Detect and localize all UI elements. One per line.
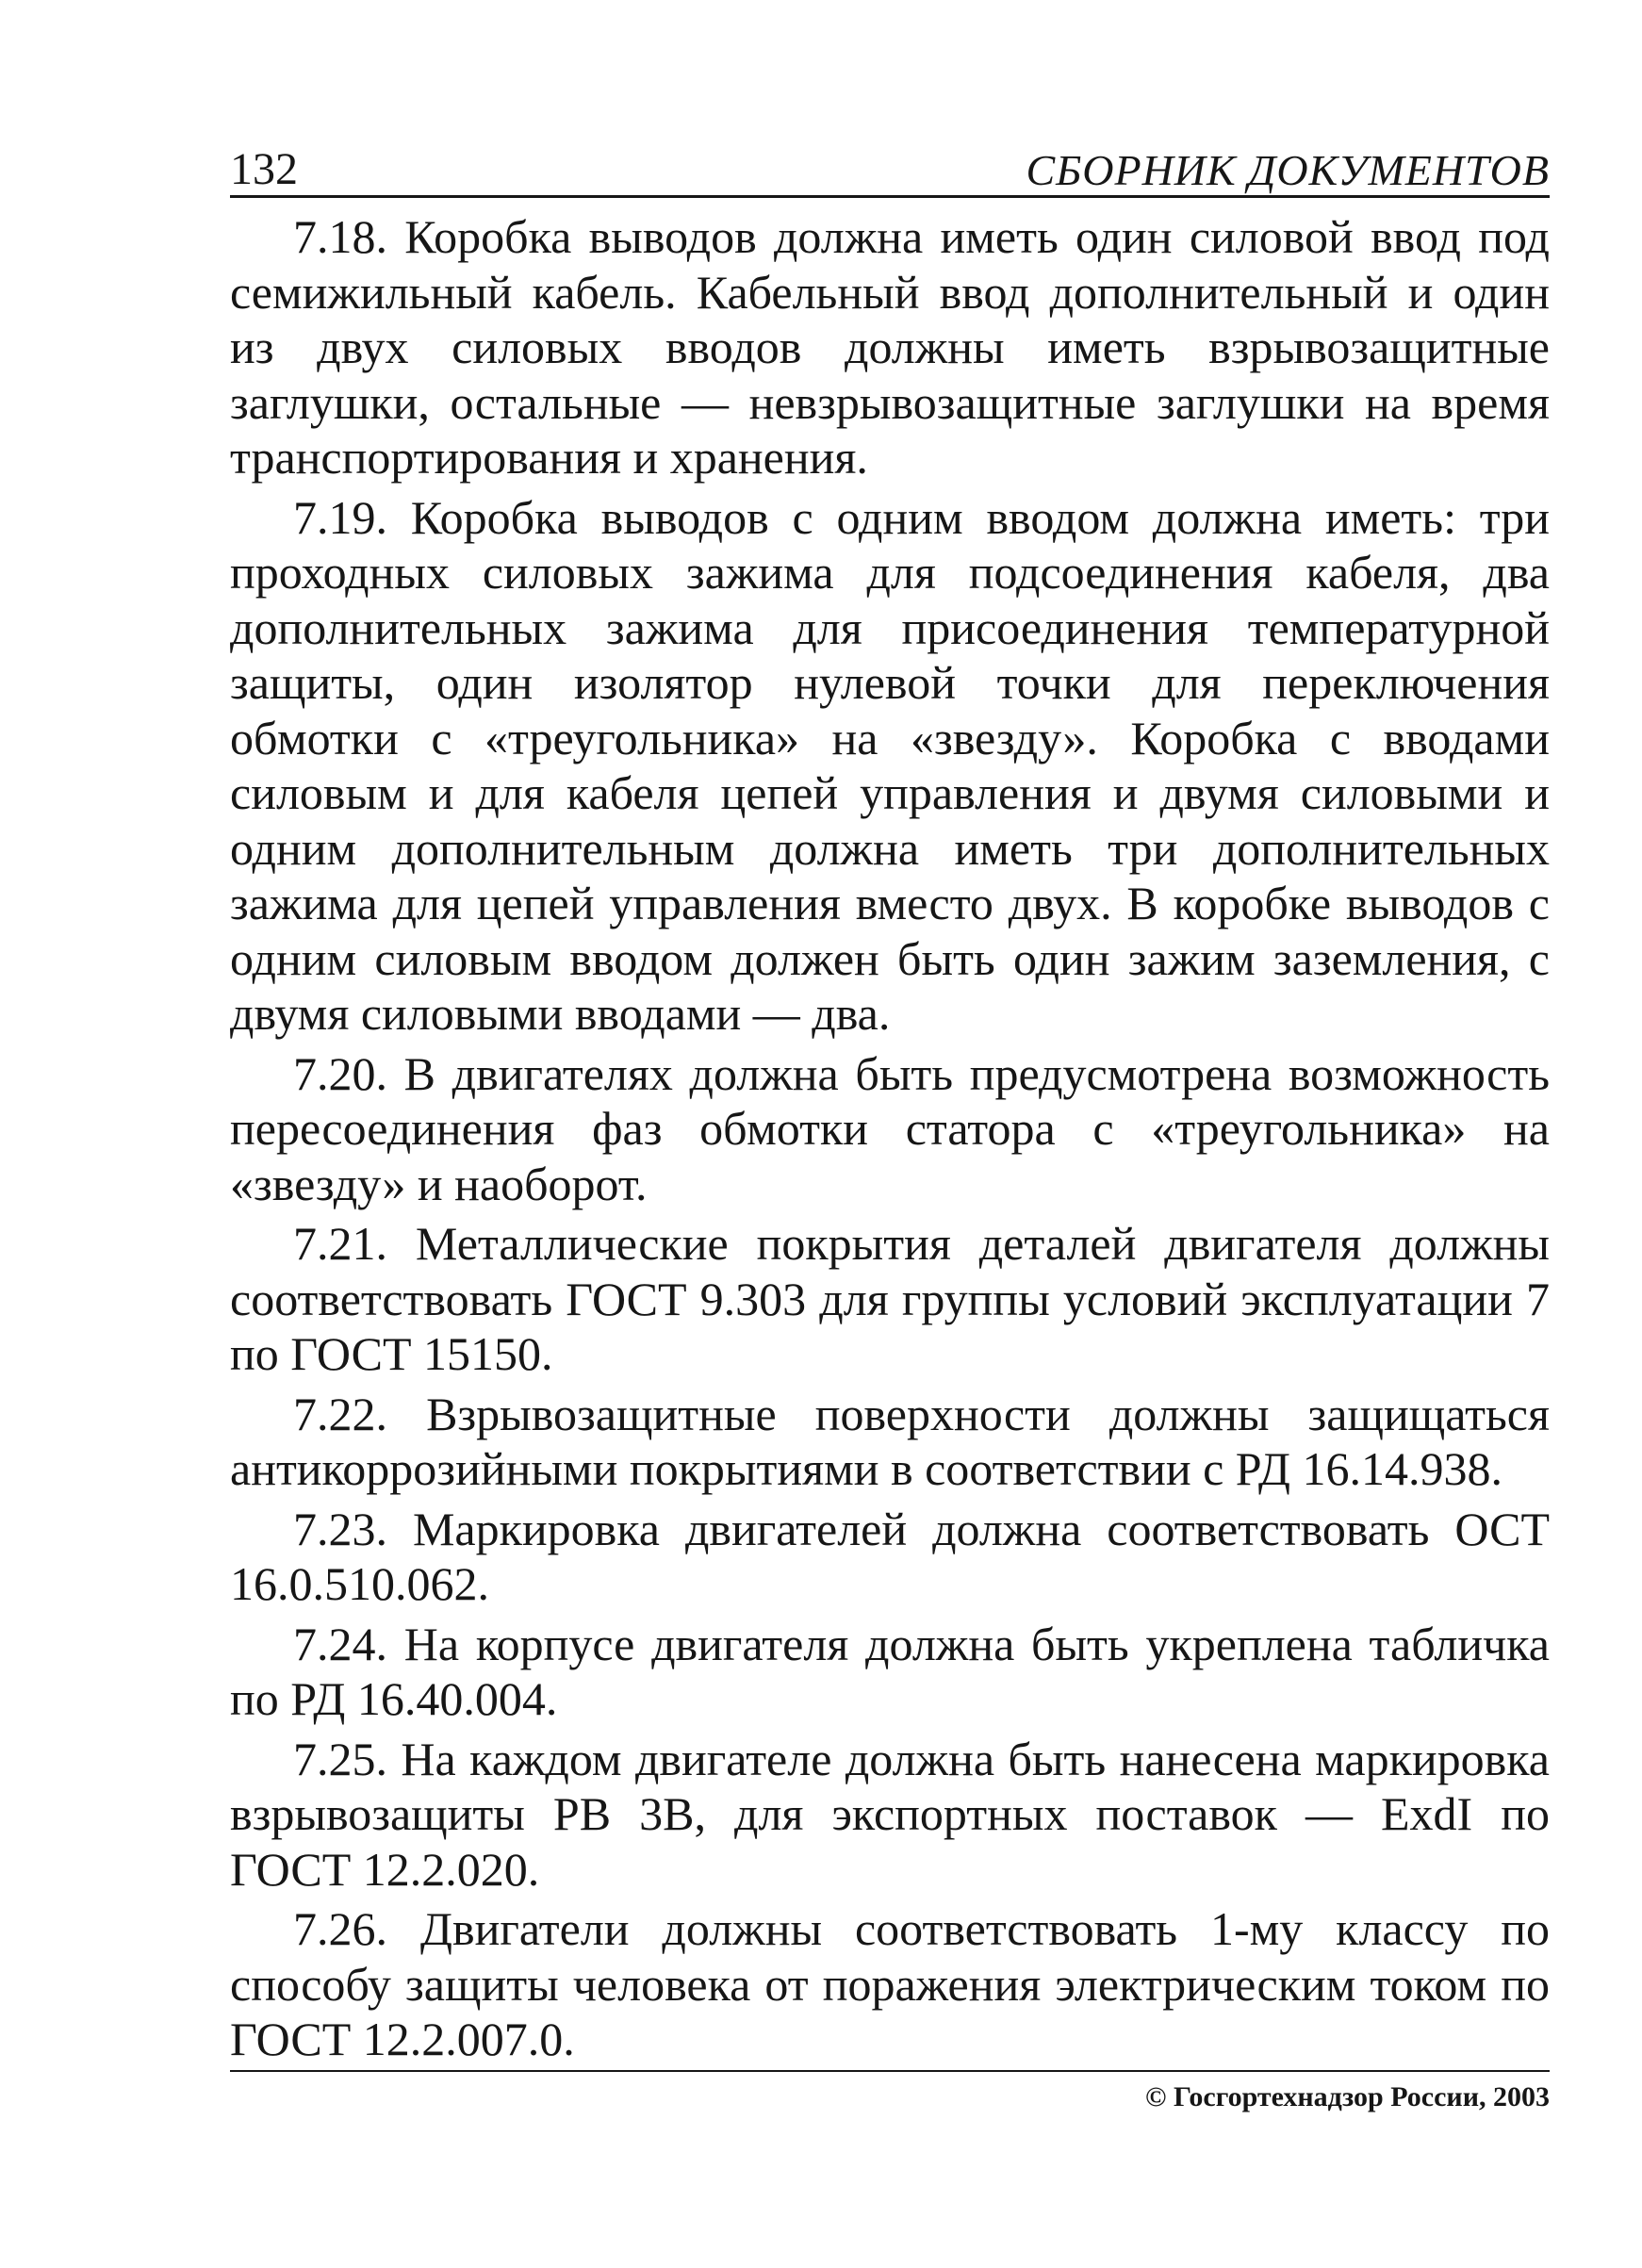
footer-rule xyxy=(230,2070,1550,2072)
running-title: СБОРНИК ДОКУМЕНТОВ xyxy=(1026,146,1550,194)
copyright-notice: © Госгортехнадзор России, 2003 xyxy=(1145,2081,1550,2112)
page-header xyxy=(230,143,1550,198)
paragraph-7-22: 7.22. Взрывозащитные поверхности должны защищаться антикоррозийными покрытиями в соответствии с РД 16.14.938. xyxy=(230,1387,1550,1495)
paragraph-7-19: 7.19. Коробка выводов с одним вводом должна иметь: три проходных силовых зажима для подсоединения кабеля, два дополнительных зажима для присоединения температурной защиты, один изолятор нулевой точки для переключения обмотки с «треугольника» на «звезду». Коробка с вводами силовым и для кабеля цепей управления и двумя силовыми и одним дополнительным должна иметь три дополнительных зажима для цепей управления вместо двух. В коробке выводов с одним силовым вводом должен быть один зажим заземления, с двумя силовыми вводами — два. xyxy=(230,490,1550,1040)
paragraph-7-18: 7.18. Коробка выводов должна иметь один силовой ввод под семижильный кабель. Кабельный ввод дополнительный и один из двух силовых вводов должны иметь взрывозащитные заглушки, остальные — невзрывозащитные заглушки на время транспортирования и хранения. xyxy=(230,210,1550,484)
paragraph-7-25: 7.25. На каждом двигателе должна быть нанесена маркировка взрывозащиты РВ 3В, для экспортных поставок — ExdI по ГОСТ 12.2.020. xyxy=(230,1732,1550,1896)
paragraph-7-20: 7.20. В двигателях должна быть предусмотрена возможность пересоединения фаз обмотки статора с «треугольника» на «звезду» и наоборот. xyxy=(230,1046,1550,1210)
page-number: 132 xyxy=(230,144,298,194)
header-rule xyxy=(230,195,1550,198)
paragraph-7-21: 7.21. Металлические покрытия деталей двигателя должны соответствовать ГОСТ 9.303 для группы условий эксплуатации 7 по ГОСТ 15150. xyxy=(230,1217,1550,1380)
document-body xyxy=(230,209,1550,2072)
paragraph-7-23: 7.23. Маркировка двигателей должна соответствовать ОСТ 16.0.510.062. xyxy=(230,1502,1550,1610)
paragraph-7-26: 7.26. Двигатели должны соответствовать 1-му классу по способу защиты человека от поражения электрическим током по ГОСТ 12.2.007.0. xyxy=(230,1902,1550,2065)
paragraph-7-24: 7.24. На корпусе двигателя должна быть укреплена табличка по РД 16.40.004. xyxy=(230,1617,1550,1725)
